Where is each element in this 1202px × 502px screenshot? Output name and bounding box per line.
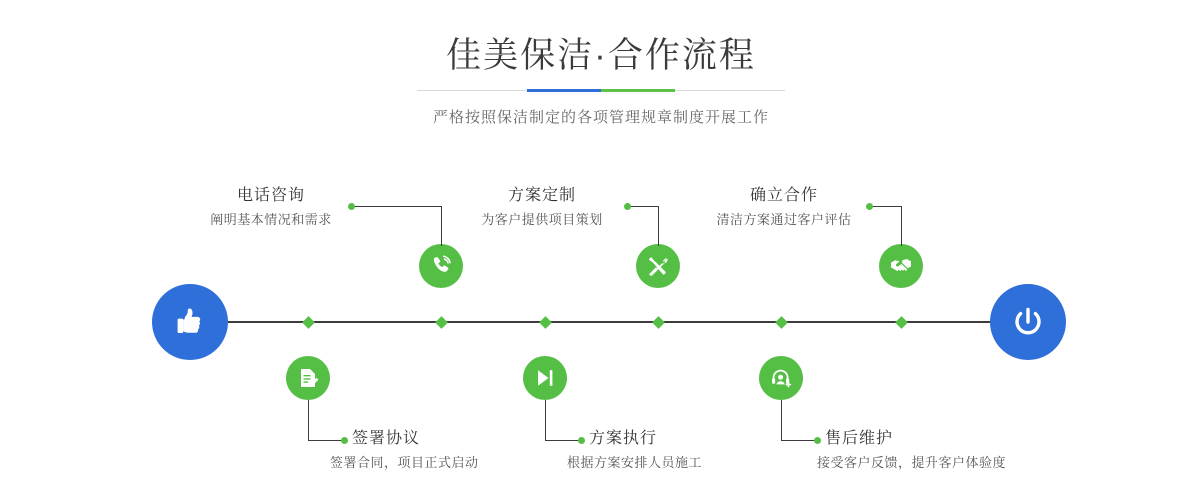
connector-elbow (545, 440, 581, 441)
step-desc: 签署合同，项目正式启动 (330, 455, 479, 470)
connector-endpoint (866, 203, 873, 210)
timeline-marker (895, 316, 908, 329)
connector-line (545, 400, 546, 440)
connector-elbow (308, 440, 344, 441)
page-subtitle: 严格按照保洁制定的各项管理规章制度开展工作 (432, 109, 769, 126)
step-icon-handshake (879, 244, 923, 288)
step-label-2 (330, 428, 552, 474)
handshake-icon (889, 254, 913, 278)
timeline-marker (302, 316, 315, 329)
step-title: 确立合作 (749, 187, 818, 204)
connector-endpoint (624, 203, 631, 210)
timeline-start-node (152, 284, 228, 360)
tools-icon (646, 254, 670, 278)
connector-endpoint (814, 437, 821, 444)
connector-endpoint (578, 437, 585, 444)
connector-endpoint (348, 203, 355, 210)
step-icon-tools (636, 244, 680, 288)
step-desc: 为客户提供项目策划 (481, 212, 603, 227)
step-title: 签署协议 (352, 430, 421, 447)
step-label-6 (817, 428, 1065, 474)
timeline-marker (652, 316, 665, 329)
timeline-marker (539, 316, 552, 329)
connector-line (308, 400, 309, 440)
step-desc: 阐明基本情况和需求 (210, 212, 332, 227)
step-label-3 (462, 185, 622, 231)
connector-elbow (628, 206, 658, 207)
step-desc: 接受客户反馈，提升客户体验度 (817, 455, 1007, 470)
step-title: 售后维护 (825, 430, 894, 447)
timeline-marker (435, 316, 448, 329)
step-label-1 (196, 185, 346, 231)
step-label-4 (567, 428, 789, 474)
connector-line (901, 206, 902, 246)
step-icon-phone-call (419, 244, 463, 288)
step-title: 方案执行 (589, 430, 658, 447)
timeline-marker (775, 316, 788, 329)
step-label-5 (704, 185, 864, 231)
connector-elbow (781, 440, 817, 441)
step-icon-document-edit (286, 356, 330, 400)
step-icon-headset-support (759, 356, 803, 400)
connector-elbow (352, 206, 441, 207)
play-forward-icon (534, 367, 556, 389)
headset-support-icon (769, 366, 793, 390)
step-title: 电话咨询 (236, 187, 305, 204)
connector-elbow (870, 206, 901, 207)
step-desc: 根据方案安排人员施工 (567, 455, 703, 470)
connector-endpoint (341, 437, 348, 444)
step-title: 方案定制 (507, 187, 576, 204)
document-edit-icon (296, 366, 320, 390)
connector-line (441, 206, 442, 246)
page-title: 佳美保洁·合作流程 (446, 36, 756, 75)
connector-line (781, 400, 782, 440)
timeline-end-node (990, 284, 1066, 360)
power-icon (1008, 302, 1048, 342)
phone-call-icon (429, 254, 453, 278)
step-icon-play-forward (523, 356, 567, 400)
thumbs-up-icon (171, 303, 209, 341)
step-desc: 清洁方案通过客户评估 (716, 212, 852, 227)
connector-line (658, 206, 659, 246)
